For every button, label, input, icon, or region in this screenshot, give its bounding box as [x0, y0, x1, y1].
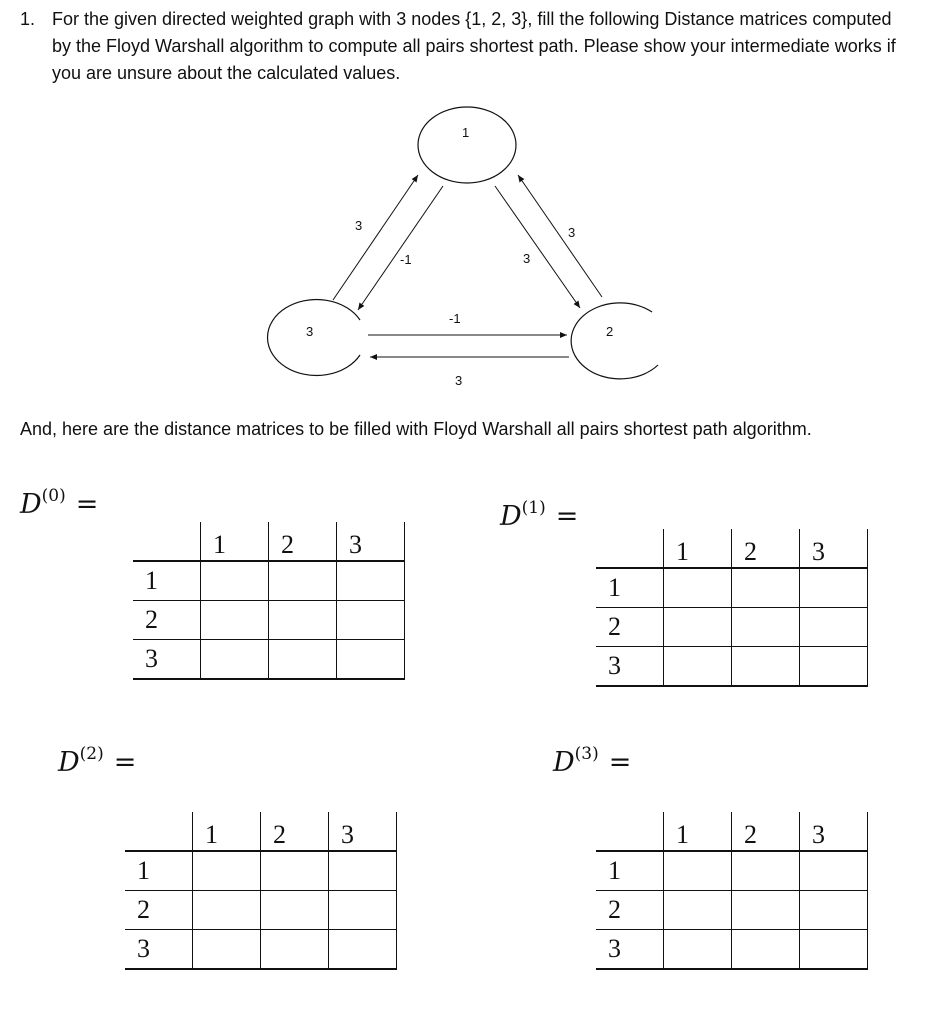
matrix-cell[interactable] [201, 561, 269, 601]
matrix-d3-eq: = [608, 747, 632, 778]
matrix-cell[interactable] [800, 647, 868, 687]
matrix-cell[interactable] [664, 930, 732, 970]
matrix-cell[interactable] [329, 851, 397, 891]
matrix-cell[interactable] [732, 608, 800, 647]
matrix-d0-eq: = [75, 489, 99, 520]
matrix-cell[interactable] [664, 891, 732, 930]
node-1 [418, 107, 516, 183]
matrix-d3 [596, 812, 868, 970]
row-header: 2 [596, 608, 664, 647]
matrix-d1 [596, 529, 868, 687]
matrix-cell[interactable] [337, 561, 405, 601]
edge-3-to-1 [333, 175, 418, 300]
matrix-cell[interactable] [800, 568, 868, 608]
col-header: 3 [800, 529, 868, 568]
weight-1-to-3: -1 [400, 252, 412, 267]
matrix-cell[interactable] [261, 891, 329, 930]
matrix-cell[interactable] [664, 608, 732, 647]
row-header: 3 [133, 640, 201, 680]
matrix-cell[interactable] [201, 601, 269, 640]
matrix-d2 [125, 812, 397, 970]
matrix-cell[interactable] [193, 891, 261, 930]
node-2 [571, 303, 658, 379]
matrix-cell[interactable] [193, 851, 261, 891]
weight-3-to-1: 3 [355, 218, 363, 233]
matrix-d1-base: D [500, 501, 522, 532]
node-2-label: 2 [606, 324, 614, 339]
matrix-d0 [133, 522, 405, 680]
matrix-cell[interactable] [732, 930, 800, 970]
weight-1-to-2: 3 [523, 251, 531, 266]
weight-3-to-2: -1 [449, 311, 461, 326]
node-3 [268, 299, 360, 375]
question-number: 1. [20, 9, 36, 29]
matrix-d2-label [58, 746, 136, 778]
row-header: 1 [596, 568, 664, 608]
matrix-cell[interactable] [732, 891, 800, 930]
row-header: 3 [125, 930, 193, 970]
matrix-d2-eq: = [113, 747, 137, 778]
matrix-cell[interactable] [800, 891, 868, 930]
row-header: 2 [596, 891, 664, 930]
matrix-cell[interactable] [201, 640, 269, 680]
matrix-d2-sup: (2) [79, 744, 104, 764]
matrix-cell[interactable] [664, 568, 732, 608]
matrix-cell[interactable] [800, 930, 868, 970]
matrix-d0-sup: (0) [41, 486, 66, 506]
matrix-d3-sup: (3) [574, 744, 599, 764]
col-header: 3 [329, 812, 397, 851]
col-header: 2 [732, 812, 800, 851]
matrix-d0-base: D [20, 489, 42, 520]
col-header: 2 [261, 812, 329, 851]
col-header: 2 [732, 529, 800, 568]
col-header: 1 [664, 529, 732, 568]
row-header: 2 [133, 601, 201, 640]
weight-2-to-1: 3 [568, 225, 576, 240]
matrix-cell[interactable] [732, 851, 800, 891]
matrix-cell[interactable] [329, 891, 397, 930]
matrix-d0-label [20, 488, 98, 520]
row-header: 2 [125, 891, 193, 930]
edge-1-to-3 [358, 186, 443, 310]
intro-text: And, here are the distance matrices to be filled with Floyd Warshall all pairs shortest path algorithm. [20, 419, 812, 439]
matrix-cell[interactable] [329, 930, 397, 970]
weight-2-to-3: 3 [455, 373, 463, 388]
matrix-cell[interactable] [337, 640, 405, 680]
matrix-d3-base: D [553, 747, 575, 778]
row-header: 1 [125, 851, 193, 891]
matrix-d3-label [553, 746, 631, 778]
matrix-cell[interactable] [664, 647, 732, 687]
matrix-cell[interactable] [261, 851, 329, 891]
col-header: 1 [193, 812, 261, 851]
row-header: 3 [596, 930, 664, 970]
matrix-cell[interactable] [193, 930, 261, 970]
matrix-cell[interactable] [800, 608, 868, 647]
matrix-d1-sup: (1) [521, 498, 546, 518]
row-header: 1 [596, 851, 664, 891]
matrix-d2-base: D [58, 747, 80, 778]
matrix-d1-label [500, 500, 578, 532]
matrix-cell[interactable] [732, 568, 800, 608]
question-text: For the given directed weighted graph with 3 nodes {1, 2, 3}, fill the following Distance matrices computed by the Floyd Warshall algorithm to compute all pairs shortest path. Please show your intermediate works if you are unsure about the calculated values. [52, 9, 896, 83]
directed-graph [0, 0, 929, 400]
matrix-cell[interactable] [664, 851, 732, 891]
col-header: 3 [337, 522, 405, 561]
matrix-d1-eq: = [555, 501, 579, 532]
node-1-label: 1 [462, 125, 470, 140]
row-header: 3 [596, 647, 664, 687]
row-header: 1 [133, 561, 201, 601]
matrix-cell[interactable] [269, 640, 337, 680]
matrix-cell[interactable] [800, 851, 868, 891]
col-header: 1 [664, 812, 732, 851]
node-3-label: 3 [306, 324, 314, 339]
matrix-cell[interactable] [732, 647, 800, 687]
col-header: 3 [800, 812, 868, 851]
col-header: 2 [269, 522, 337, 561]
matrix-cell[interactable] [269, 601, 337, 640]
matrix-cell[interactable] [261, 930, 329, 970]
matrix-cell[interactable] [269, 561, 337, 601]
col-header: 1 [201, 522, 269, 561]
matrix-cell[interactable] [337, 601, 405, 640]
